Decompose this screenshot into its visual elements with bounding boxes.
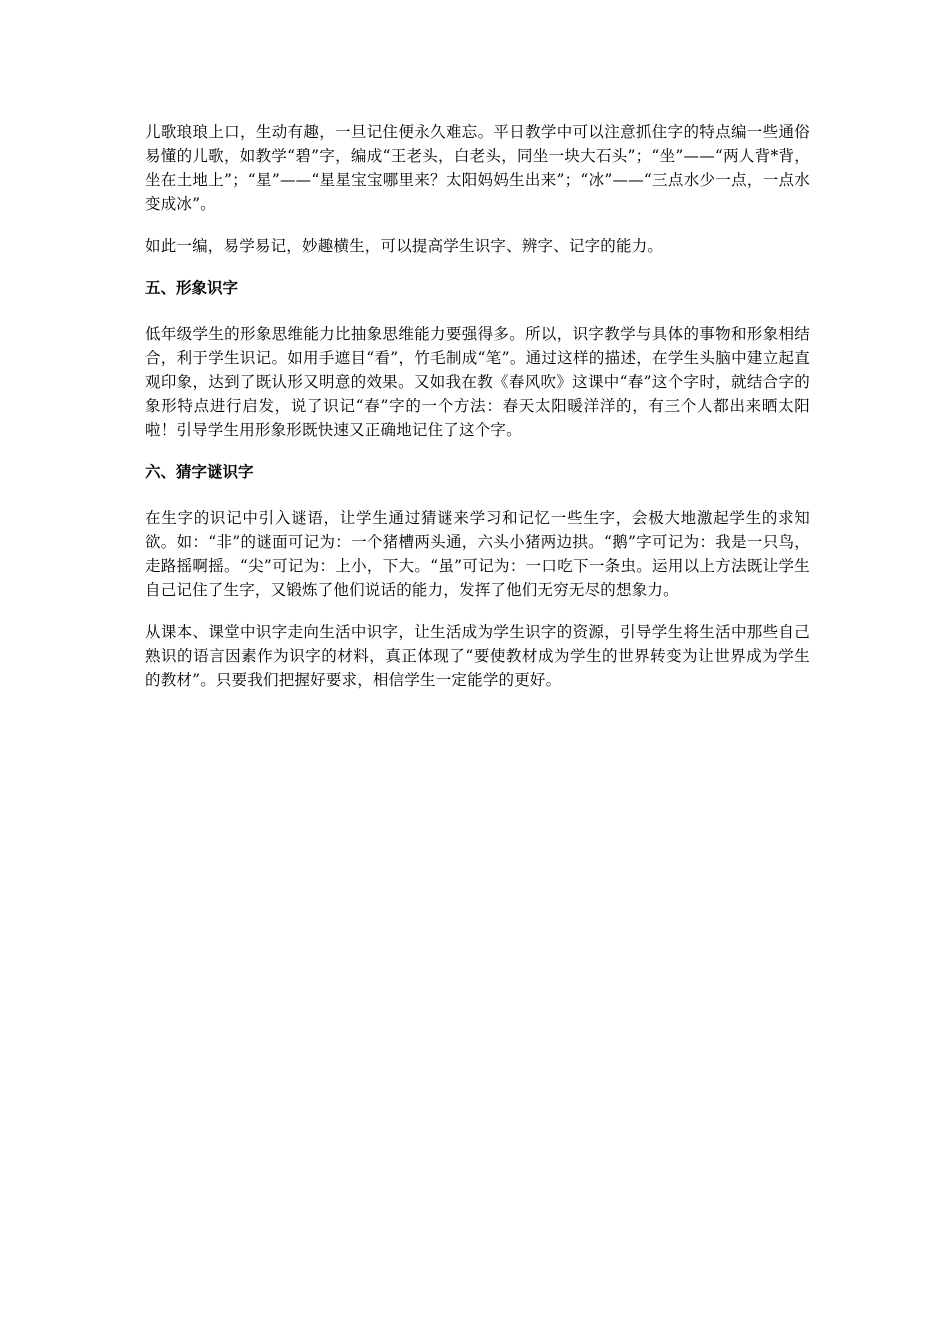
paragraph-conclusion: 从课本、课堂中识字走向生活中识字，让生活成为学生识字的资源，引导学生将生活中那些自己熟识的语言因素作为识字的材料，真正体现了“要使教材成为学生的世界转变为让世界成为学生的教材”。只要我们把握好要求，相信学生一定能学的更好。 xyxy=(145,623,810,689)
paragraph-easy-learning: 如此一编，易学易记，妙趣横生，可以提高学生识字、辨字、记字的能力。 xyxy=(145,237,664,255)
document-body xyxy=(145,120,810,710)
section-heading-image-literacy: 五、形象识字 xyxy=(145,279,239,297)
paragraph-children-songs: 儿歌琅琅上口，生动有趣，一旦记住便永久难忘。平日教学中可以注意抓住字的特点编一些通俗易懂的儿歌，如教学“碧”字，编成“王老头，白老头，同坐一块大石头”；“坐”——“两人背*背，坐在土地上”；“星”——“星星宝宝哪里来？太阳妈妈生出来”；“冰”——“三点水少一点，一点水变成冰”。 xyxy=(145,123,810,213)
paragraph-image-thinking: 低年级学生的形象思维能力比抽象思维能力要强得多。所以，识字教学与具体的事物和形象相结合，利于学生识记。如用手遮目“看”，竹毛制成“笔”。通过这样的描述，在学生头脑中建立起直观印象，达到了既认形又明意的效果。又如我在教《春风吹》这课中“春”这个字时，就结合字的象形特点进行启发，说了识记“春”字的一个方法：春天太阳暖洋洋的，有三个人都出来晒太阳啦！引导学生用形象形既快速又正确地记住了这个字。 xyxy=(145,325,810,439)
paragraph-riddles: 在生字的识记中引入谜语，让学生通过猜谜来学习和记忆一些生字，会极大地激起学生的求知欲。如：“非”的谜面可记为：一个猪槽两头通，六头小猪两边拱。“鹅”字可记为：我是一只鸟，走路摇啊摇。“尖”可记为：上小，下大。“虽”可记为：一口吃下一条虫。运用以上方法既让学生自己记住了生字，又锻炼了他们说话的能力，发挥了他们无穷无尽的想象力。 xyxy=(145,509,810,599)
section-heading-riddle-literacy: 六、猜字谜识字 xyxy=(145,463,254,481)
